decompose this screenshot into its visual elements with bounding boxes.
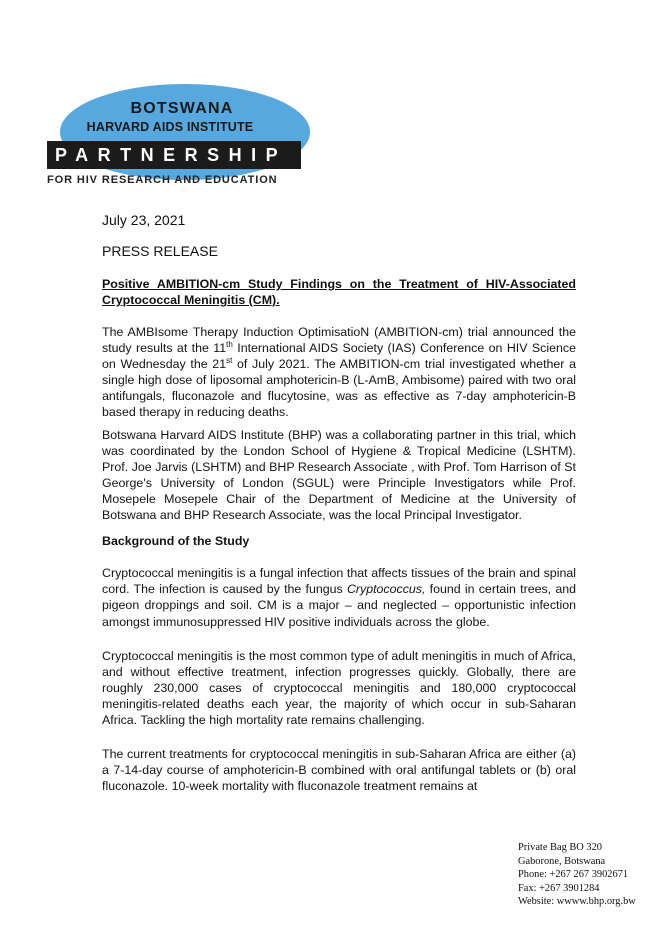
- footer-city-line: Gaborone, Botswana: [518, 855, 606, 867]
- press-release-label: PRESS RELEASE: [102, 243, 218, 259]
- paragraph-cm-africa: Cryptococcal meningitis is the most common type of adult meningitis in much of Africa, and without effective treatment, infection progresses quickly. Globally, there are roughly 230,000 cases of cryptococcal meningitis and 180,000 cryptococcal meningitis-related deaths each year, the majority of which occur in sub-Saharan Africa. Tackling the high mortality rate remains challenging.: [102, 648, 576, 727]
- paragraph-ambition-results: [102, 324, 576, 421]
- release-date: July 23, 2021: [102, 212, 186, 228]
- body-text: [102, 324, 576, 800]
- para3-text-a: Cryptococcal meningitis is a fungal infection that affects tissues of the brain and spinal cord. The infection is caused by the fungus: [102, 566, 576, 597]
- para1-sup-th: th: [226, 339, 233, 349]
- headline: Positive AMBITION-cm Study Findings on the Treatment of HIV-Associated Cryptococcal Meningitis (CM).: [102, 277, 576, 307]
- paragraph-current-treatments: The current treatments for cryptococcal meningitis in sub-Saharan Africa are either (a) a 7-14-day course of amphotericin-B combined with oral antifungal tablets or (b) oral fluconazole. 10-week mortality with fluconazole treatment remains at: [102, 747, 576, 794]
- para1-text-b: International AIDS Society (IAS) Conference on HIV Science on Wednesday the 21: [102, 341, 576, 372]
- logo-partnership-band: PARTNERSHIP: [47, 141, 301, 169]
- para1-text-c: of July 2021. The AMBITION-cm trial investigated whether a single high dose of liposomal amphotericin-B (L-AmB, Ambisome) paired with two oral antifungals, fluconazole and flucytosine, was as effective as 7-day amphotericin-B based therapy in reducing deaths.: [102, 357, 577, 420]
- para1-text-a: The AMBIsome Therapy Induction OptimisatioN (AMBITION-cm) trial announced the study results at the 11: [102, 325, 576, 356]
- footer-fax: Fax: +267 3901284: [518, 882, 600, 894]
- paragraph-bhp-partner: Botswana Harvard AIDS Institute (BHP) was a collaborating partner in this trial, which was coordinated by the London School of Hygiene & Tropical Medicine (LSHTM). Prof. Joe Jarvis (LSHTM) and BHP Research Associate , with Prof. Tom Harrison of St George's University of London (SGUL) were Principle Investigators while Prof. Mosepele Mosepele Chair of the Department of Medicine at the University of Botswana and BHP Research Associate, was the local Principal Investigator.: [102, 427, 576, 523]
- logo-tagline: FOR HIV RESEARCH AND EDUCATION: [47, 174, 278, 186]
- contact-footer: [518, 841, 668, 909]
- paragraph-cm-definition: [102, 565, 576, 629]
- footer-phone: Phone: +267 267 3902671: [518, 869, 629, 881]
- logo-line-botswana: BOTSWANA: [130, 100, 234, 117]
- footer-website: Website: wwww.bhp.org.bw: [518, 896, 636, 908]
- logo-line-institute: HARVARD AIDS INSTITUTE: [86, 120, 254, 134]
- background-heading: Background of the Study: [102, 534, 250, 549]
- footer-address-line: Private Bag BO 320: [518, 842, 602, 853]
- para1-sup-st: st: [226, 356, 233, 366]
- para3-text-b: found in certain trees, and pigeon droppings and soil. CM is a major – and neglected – opportunistic infection amongst immunosuppressed HIV positive individuals across the globe.: [102, 582, 577, 629]
- para3-italic: Cryptococcus,: [346, 582, 426, 597]
- bhp-logo: [45, 78, 315, 193]
